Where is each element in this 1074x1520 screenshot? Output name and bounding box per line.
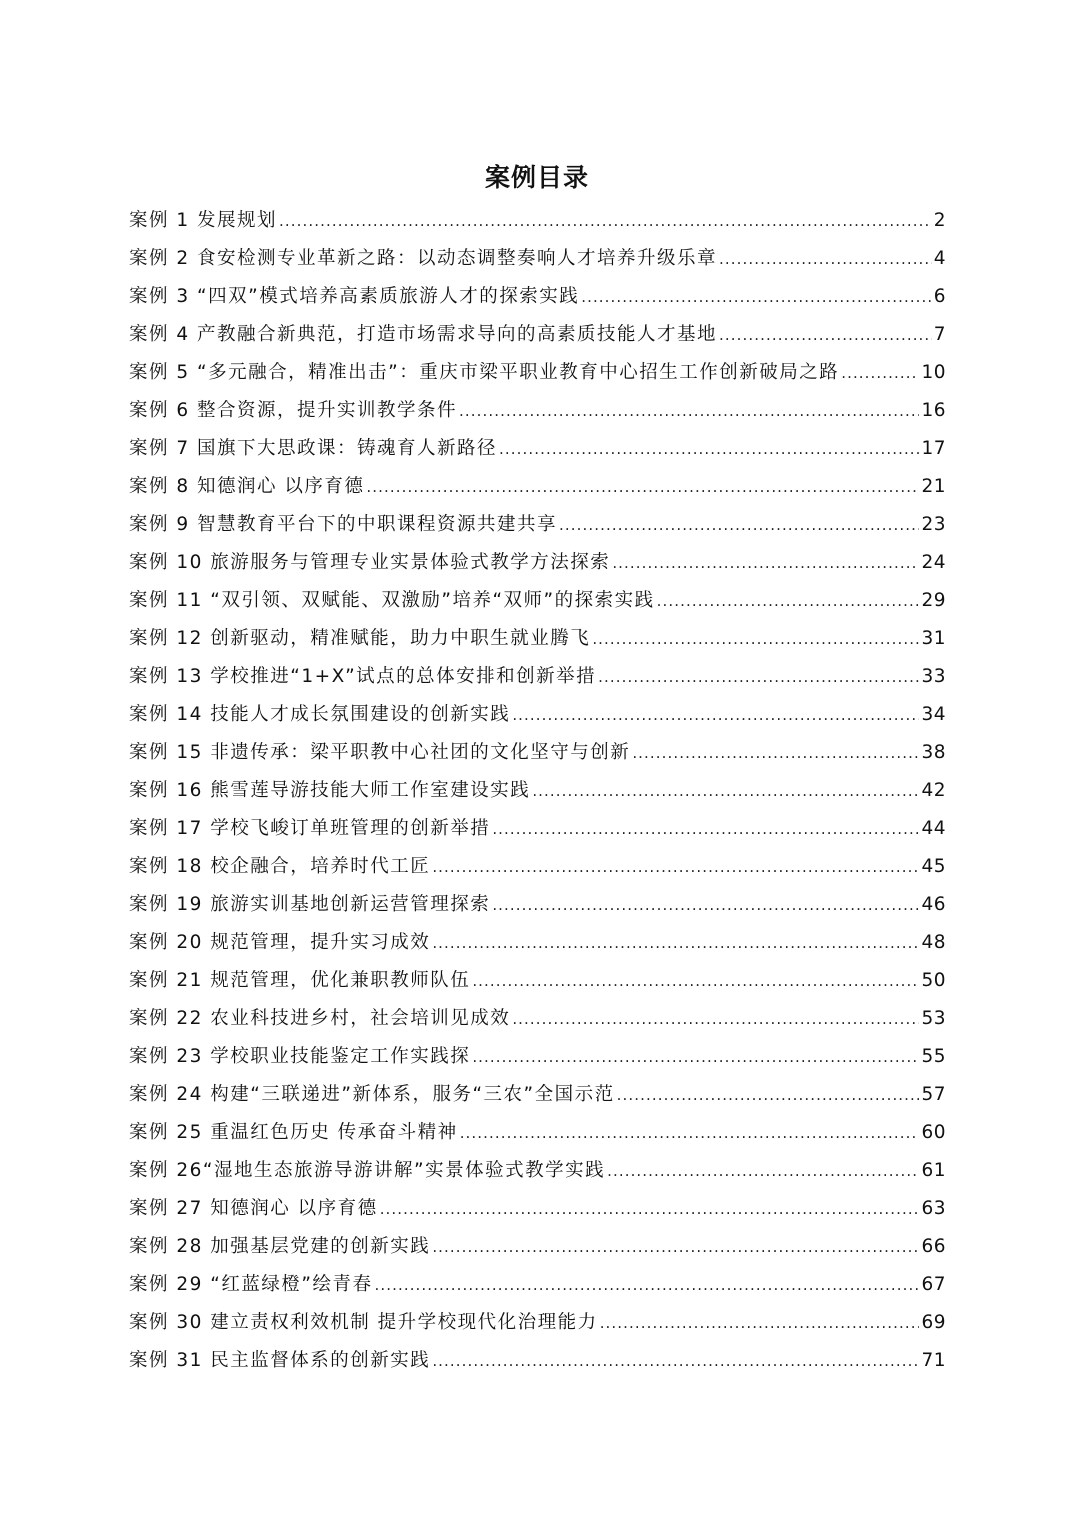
toc-dot-leader bbox=[559, 506, 919, 544]
toc-entry bbox=[129, 316, 946, 354]
page-title: 案例目录 bbox=[484, 162, 589, 192]
toc-dot-leader bbox=[719, 240, 932, 278]
toc-entry bbox=[129, 1304, 946, 1342]
toc-entry bbox=[129, 1342, 946, 1380]
toc-dot-leader bbox=[380, 1190, 920, 1228]
toc-entry bbox=[129, 506, 946, 544]
toc-entry-page-number: 6 bbox=[933, 286, 946, 307]
toc-entry-page-number: 66 bbox=[921, 1236, 946, 1257]
toc-dot-leader bbox=[612, 544, 919, 582]
toc-dot-leader bbox=[492, 810, 919, 848]
toc-entry-page-number: 7 bbox=[933, 324, 946, 345]
toc-entry-label: 案例 1 发展规划 bbox=[129, 210, 278, 231]
toc-entry-label: 案例 26“湿地生态旅游导游讲解”实景体验式教学实践 bbox=[129, 1160, 606, 1181]
toc-dot-leader bbox=[600, 1304, 920, 1342]
toc-dot-leader bbox=[532, 772, 919, 810]
toc-entry bbox=[129, 924, 946, 962]
toc-entry-page-number: 45 bbox=[921, 856, 946, 877]
toc-entry bbox=[129, 240, 946, 278]
toc-entry-label: 案例 10 旅游服务与管理专业实景体验式教学方法探索 bbox=[129, 552, 611, 573]
toc-entry-page-number: 55 bbox=[921, 1046, 946, 1067]
toc-entry-label: 案例 23 学校职业技能鉴定工作实践探 bbox=[129, 1046, 471, 1067]
toc-dot-leader bbox=[460, 1114, 920, 1152]
toc-dot-leader bbox=[598, 658, 919, 696]
toc-entry-label: 案例 7 国旗下大思政课：铸魂育人新路径 bbox=[129, 438, 498, 459]
toc-entry-label: 案例 19 旅游实训基地创新运营管理探索 bbox=[129, 894, 491, 915]
toc-entry-page-number: 24 bbox=[921, 552, 946, 573]
toc-entry-page-number: 63 bbox=[921, 1198, 946, 1219]
toc-dot-leader bbox=[472, 962, 919, 1000]
toc-entry-label: 案例 11 “双引领、双赋能、双激励”培养“双师”的探索实践 bbox=[129, 590, 655, 611]
toc-entry-page-number: 71 bbox=[921, 1350, 946, 1371]
toc-entry bbox=[129, 1152, 946, 1190]
toc-dot-leader bbox=[512, 1000, 919, 1038]
toc-entry bbox=[129, 582, 946, 620]
toc-entry-page-number: 57 bbox=[921, 1084, 946, 1105]
toc-entry-page-number: 67 bbox=[921, 1274, 946, 1295]
toc-entry bbox=[129, 544, 946, 582]
toc-entry-label: 案例 9 智慧教育平台下的中职课程资源共建共享 bbox=[129, 514, 558, 535]
toc-entry-label: 案例 28 加强基层党建的创新实践 bbox=[129, 1236, 431, 1257]
toc-entry bbox=[129, 1190, 946, 1228]
toc-entry-page-number: 48 bbox=[921, 932, 946, 953]
toc-entry-label: 案例 29 “红蓝绿橙”绘青春 bbox=[129, 1274, 373, 1295]
toc-entry bbox=[129, 202, 946, 240]
toc-entry bbox=[129, 1076, 946, 1114]
toc-entry bbox=[129, 696, 946, 734]
toc-entry-label: 案例 21 规范管理，优化兼职教师队伍 bbox=[129, 970, 471, 991]
toc-entry bbox=[129, 1266, 946, 1304]
toc-entry-page-number: 31 bbox=[921, 628, 946, 649]
toc-entry-label: 案例 20 规范管理，提升实习成效 bbox=[129, 932, 431, 953]
toc-entry bbox=[129, 810, 946, 848]
toc-dot-leader bbox=[492, 886, 919, 924]
toc-entry bbox=[129, 468, 946, 506]
toc-dot-leader bbox=[581, 278, 932, 316]
toc-entry-page-number: 17 bbox=[921, 438, 946, 459]
toc-entry-label: 案例 3 “四双”模式培养高素质旅游人才的探索实践 bbox=[129, 286, 580, 307]
toc-dot-leader bbox=[432, 924, 919, 962]
toc-entry bbox=[129, 354, 946, 392]
toc-dot-leader bbox=[617, 1076, 920, 1114]
toc-entry-page-number: 23 bbox=[921, 514, 946, 535]
toc-entry-label: 案例 25 重温红色历史 传承奋斗精神 bbox=[129, 1122, 458, 1143]
toc-dot-leader bbox=[459, 392, 919, 430]
toc-entry bbox=[129, 886, 946, 924]
toc-entry-label: 案例 15 非遗传承：梁平职教中心社团的文化坚守与创新 bbox=[129, 742, 631, 763]
toc-entry-label: 案例 22 农业科技进乡村，社会培训见成效 bbox=[129, 1008, 511, 1029]
toc-entry bbox=[129, 1114, 946, 1152]
toc-entry-label: 案例 16 熊雪莲导游技能大师工作室建设实践 bbox=[129, 780, 531, 801]
toc-entry-label: 案例 30 建立责权利效机制 提升学校现代化治理能力 bbox=[129, 1312, 598, 1333]
toc-entry-page-number: 33 bbox=[921, 666, 946, 687]
toc-dot-leader bbox=[657, 582, 920, 620]
toc-entry-label: 案例 4 产教融合新典范，打造市场需求导向的高素质技能人才基地 bbox=[129, 324, 718, 345]
toc-entry bbox=[129, 734, 946, 772]
toc-entry-page-number: 53 bbox=[921, 1008, 946, 1029]
toc-dot-leader bbox=[719, 316, 932, 354]
toc-entry-label: 案例 2 食安检测专业革新之路：以动态调整奏响人才培养升级乐章 bbox=[129, 248, 718, 269]
toc-dot-leader bbox=[592, 620, 919, 658]
toc-entry-page-number: 50 bbox=[921, 970, 946, 991]
toc-entry-page-number: 21 bbox=[921, 476, 946, 497]
toc-dot-leader bbox=[374, 1266, 919, 1304]
toc-dot-leader bbox=[632, 734, 919, 772]
toc-entry-page-number: 29 bbox=[921, 590, 946, 611]
table-of-contents bbox=[129, 202, 946, 1380]
toc-entry-page-number: 38 bbox=[921, 742, 946, 763]
toc-dot-leader bbox=[499, 430, 919, 468]
toc-entry bbox=[129, 430, 946, 468]
toc-entry-label: 案例 31 民主监督体系的创新实践 bbox=[129, 1350, 431, 1371]
toc-entry-page-number: 34 bbox=[921, 704, 946, 725]
toc-entry bbox=[129, 1000, 946, 1038]
toc-dot-leader bbox=[366, 468, 919, 506]
toc-entry-label: 案例 8 知德润心 以序育德 bbox=[129, 476, 365, 497]
toc-entry-page-number: 2 bbox=[933, 210, 946, 231]
toc-entry bbox=[129, 772, 946, 810]
toc-dot-leader bbox=[512, 696, 919, 734]
toc-dot-leader bbox=[432, 848, 919, 886]
toc-dot-leader bbox=[472, 1038, 919, 1076]
toc-entry-label: 案例 14 技能人才成长氛围建设的创新实践 bbox=[129, 704, 511, 725]
toc-entry-label: 案例 12 创新驱动，精准赋能，助力中职生就业腾飞 bbox=[129, 628, 591, 649]
toc-entry-label: 案例 13 学校推进“1+X”试点的总体安排和创新举措 bbox=[129, 666, 597, 687]
toc-entry-page-number: 10 bbox=[921, 362, 946, 383]
toc-entry-page-number: 44 bbox=[921, 818, 946, 839]
toc-entry-label: 案例 18 校企融合，培养时代工匠 bbox=[129, 856, 431, 877]
toc-entry bbox=[129, 1228, 946, 1266]
toc-entry-page-number: 46 bbox=[921, 894, 946, 915]
toc-dot-leader bbox=[841, 354, 919, 392]
toc-entry bbox=[129, 1038, 946, 1076]
toc-entry bbox=[129, 392, 946, 430]
toc-entry bbox=[129, 962, 946, 1000]
toc-dot-leader bbox=[279, 202, 932, 240]
toc-dot-leader bbox=[607, 1152, 919, 1190]
toc-entry bbox=[129, 278, 946, 316]
toc-entry-page-number: 60 bbox=[921, 1122, 946, 1143]
toc-entry-page-number: 61 bbox=[921, 1160, 946, 1181]
toc-dot-leader bbox=[432, 1228, 919, 1266]
toc-entry-label: 案例 6 整合资源，提升实训教学条件 bbox=[129, 400, 458, 421]
toc-entry bbox=[129, 658, 946, 696]
toc-entry-label: 案例 17 学校飞峻订单班管理的创新举措 bbox=[129, 818, 491, 839]
toc-entry-page-number: 42 bbox=[921, 780, 946, 801]
toc-entry-label: 案例 27 知德润心 以序育德 bbox=[129, 1198, 378, 1219]
toc-entry-page-number: 16 bbox=[921, 400, 946, 421]
toc-entry bbox=[129, 620, 946, 658]
toc-entry-label: 案例 24 构建“三联递进”新体系，服务“三农”全国示范 bbox=[129, 1084, 615, 1105]
toc-entry-label: 案例 5 “多元融合，精准出击”：重庆市梁平职业教育中心招生工作创新破局之路 bbox=[129, 362, 840, 383]
toc-dot-leader bbox=[432, 1342, 919, 1380]
toc-entry-page-number: 4 bbox=[933, 248, 946, 269]
toc-entry-page-number: 69 bbox=[921, 1312, 946, 1333]
toc-entry bbox=[129, 848, 946, 886]
